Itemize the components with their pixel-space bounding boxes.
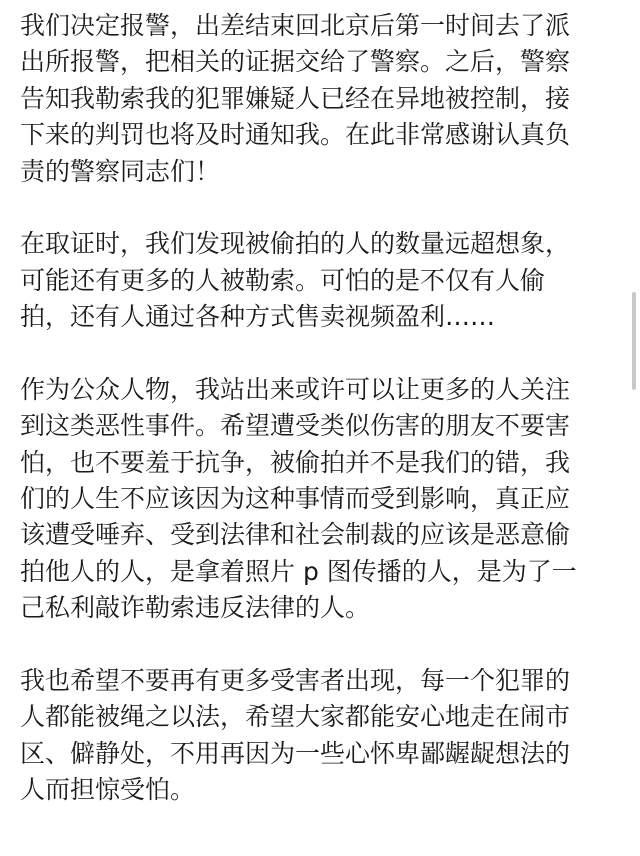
paragraph-spacer: [20, 627, 620, 663]
paragraph-1: [20, 8, 620, 190]
text-line: 人都能被绳之以法，希望大家都能安心地走在闹市: [20, 702, 571, 732]
text-line: 下来的判罚也将及时通知我。在此非常感谢认真负: [20, 120, 571, 150]
text-line: 拍他人的人，是拿着照片 p 图传播的人，是为了一: [20, 556, 577, 586]
paragraph-3: [20, 372, 620, 627]
paragraph-4: [20, 663, 620, 809]
paragraph-spacer: [20, 190, 620, 226]
text-line: 我们决定报警，出差结束回北京后第一时间去了派: [20, 11, 571, 40]
text-line: 该遭受唾弃、受到法律和社会制裁的应该是恶意偷: [20, 520, 571, 550]
text-line: 在取证时，我们发现被偷拍的人的数量远超想象，: [20, 229, 571, 259]
text-line: 们的人生不应该因为这种事情而受到影响，真正应: [20, 484, 571, 514]
text-line: 区、僻静处，不用再因为一些心怀卑鄙龌龊想法的: [20, 738, 571, 768]
text-line: 责的警察同志们！: [20, 156, 221, 186]
text-line: 到这类恶性事件。希望遭受类似伤害的朋友不要害: [20, 411, 571, 441]
text-line: 作为公众人物，我站出来或许可以让更多的人关注: [20, 374, 571, 404]
text-line: 怕，也不要羞于抗争，被偷拍并不是我们的错，我: [20, 447, 571, 477]
text-line: 我也希望不要再有更多受害者出现，每一个犯罪的: [20, 666, 571, 696]
scrollbar-thumb[interactable]: [632, 292, 636, 390]
paragraph-spacer: [20, 336, 620, 372]
paragraph-2: [20, 226, 620, 335]
text-line: 出所报警，把相关的证据交给了警察。之后，警察: [20, 47, 571, 77]
text-line: 人而担惊受怕。: [20, 775, 196, 805]
text-line: 告知我勒索我的犯罪嫌疑人已经在异地被控制，接: [20, 83, 571, 113]
text-line: 拍，还有人通过各种方式售卖视频盈利……: [20, 302, 496, 332]
text-line: 可能还有更多的人被勒索。可怕的是不仅有人偷: [20, 265, 546, 295]
text-line: 己私利敲诈勒索违反法律的人。: [20, 593, 371, 623]
